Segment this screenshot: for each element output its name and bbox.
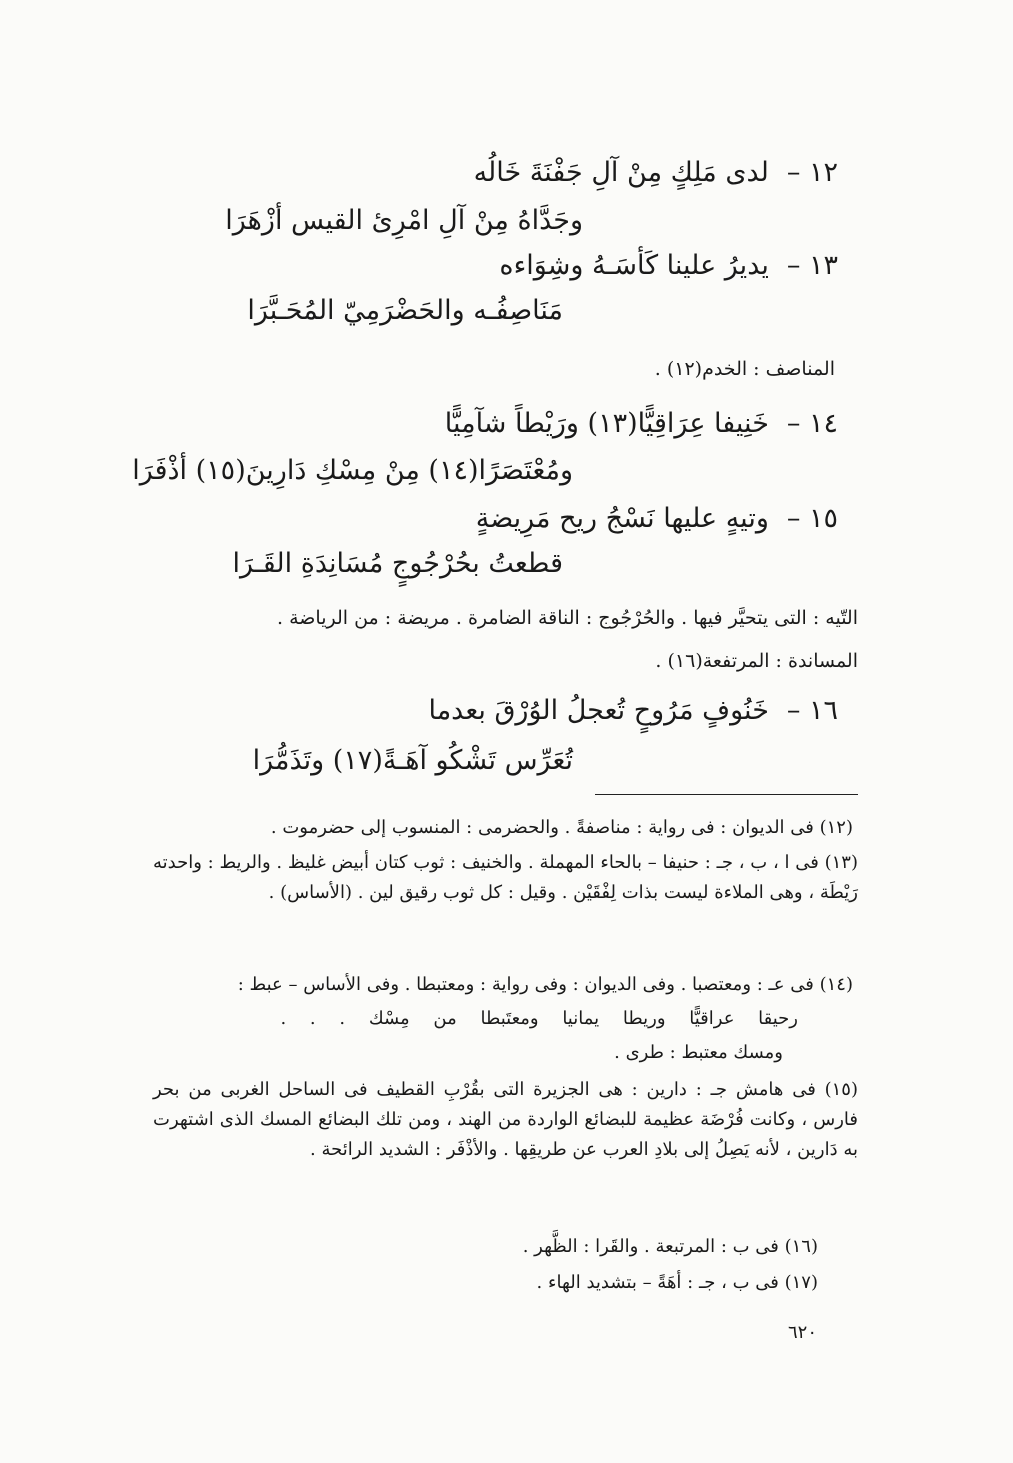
- footnote-17: (١٧) فى ب ، جـ : أهَةً – بتشديد الهاء .: [536, 1272, 818, 1293]
- verse-15-text-1: وتيهٍ عليها نَسْجُ ريح مَرِيضةٍ: [475, 503, 769, 534]
- verse-16-number: ١٦ –: [786, 695, 838, 726]
- gloss-musanida: المساندة : المرتفعة(١٦) .: [655, 650, 858, 672]
- verse-16-first-hemistich: [428, 695, 838, 726]
- verse-13-second-hemistich: مَنَاصِفُـه والحَضْرَمِيّ المُحَـبَّرَا: [247, 295, 563, 326]
- footnote-13: (١٣) فى ا ، ب ، جـ : حنيفا – بالحاء المهملة . والخنيف : ثوب كتان أبيض غليظ . والريط : واحدته رَيْطَة ، وهى الملاءة ليست بذات لِفْقَيْن . وقيل : كل ثوب رقيق لين . (الأساس) .: [153, 852, 858, 903]
- footnote-12: (١٢) فى الديوان : فى رواية : مناصفةً . والحضرمى : المنسوب إلى حضرموت .: [270, 817, 853, 838]
- page-number: ٦٢٠: [788, 1322, 818, 1343]
- verse-12-second-hemistich: وجَدَّاهُ مِنْ آلِ امْرِئ القيس أزْهَرَا: [225, 205, 583, 236]
- verse-14-second-hemistich: ومُعْتَصَرًا(١٤) مِنْ مِسْكِ دَارِينَ(١٥) أذْفَرَا: [132, 455, 573, 486]
- verse-12-number: ١٢ –: [786, 157, 838, 188]
- verse-14-number: ١٤ –: [786, 408, 838, 439]
- verse-13-text-1: يديرُ علينا كَأسَـهُ وشِوَاءه: [499, 250, 769, 281]
- verse-13-number: ١٣ –: [786, 250, 838, 281]
- gloss-manasif: المناصف : الخدم(١٢) .: [654, 358, 835, 380]
- gloss-tih: التّيه : التى يتحيَّر فيها . والحُرْجُوج : الناقة الضامرة . مريضة : من الرياضة .: [277, 607, 858, 629]
- verse-14-first-hemistich: [445, 408, 838, 439]
- footnote-14-quoted-verse: رحيقا عراقيًّا وريطا يمانيا ومعتَبطا من مِسْك . . .: [280, 1008, 798, 1029]
- footnote-16: (١٦) فى ب : المرتبعة . والقَرا : الظَّهر .: [522, 1236, 818, 1257]
- verse-12-text-1: لدى مَلِكٍ مِنْ آلِ جَفْنَةَ خَالُه: [473, 157, 769, 188]
- footnote-14-end: ومسك معتبط : طرى .: [614, 1042, 783, 1063]
- verse-12-first-hemistich: [474, 157, 838, 188]
- footnote-15: (١٥) فى هامش جـ : دارين : هى الجزيرة التى بقُرْبِ القطيف فى الساحل الغربى من بحر فارس ، وكانت فُرْضَة عظيمة للبضائع الواردة من الهند ، ومن تلك البضائع المسك الذى اشتهرت به دَارين ، لأنه يَصِلُ إلى بلادِ العرب عن طريقِها . والأذْفَر : الشديد الرائحة .: [153, 1079, 859, 1160]
- verse-15-first-hemistich: [476, 503, 838, 534]
- verse-16-second-hemistich: تُعَرِّس تَشْكُو آهَـةً(١٧) وتَذَمُّرَا: [252, 745, 573, 776]
- footnote-14: (١٤) فى عـ : ومعتصبا . وفى الديوان : وفى رواية : ومعتبطا . وفى الأساس – عبط :: [237, 974, 853, 995]
- verse-16-text-1: خَنُوفٍ مَرُوحٍ تُعجلُ الوُرْقَ بعدما: [428, 695, 769, 726]
- footnote-separator: [595, 794, 858, 795]
- verse-15-second-hemistich: قطعتُ بحُرْجُوجٍ مُسَانِدَةِ القَـرَا: [232, 548, 563, 579]
- verse-15-number: ١٥ –: [786, 503, 838, 534]
- verse-14-text-1: خَنِيفا عِرَاقِيًّا(١٣) ورَيْطاً شآمِيًّا: [444, 408, 769, 439]
- verse-13-first-hemistich: [499, 250, 838, 281]
